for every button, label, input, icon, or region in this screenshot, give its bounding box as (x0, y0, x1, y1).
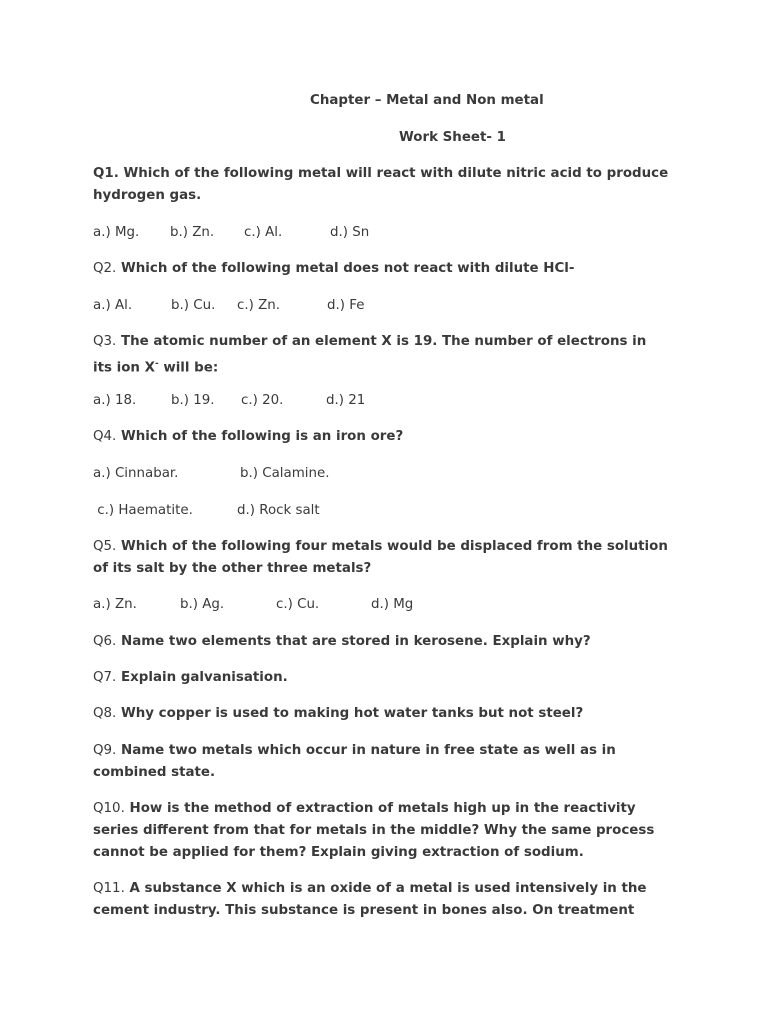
question-9 (93, 740, 683, 784)
option-b: b.) Zn. (170, 225, 215, 240)
question-8 (93, 703, 683, 725)
option-b: b.) Ag. (180, 597, 225, 612)
question-text: cannot be applied for them? Explain giving extraction of sodium. (93, 845, 584, 860)
question-11 (93, 878, 683, 922)
option-d: d.) Rock salt (237, 503, 320, 518)
option-d: d.) Fe (327, 298, 365, 313)
question-5 (93, 536, 683, 580)
option-d: d.) Mg (371, 597, 414, 612)
question-number: Q11. (93, 881, 125, 896)
question-text: Explain galvanisation. (116, 670, 288, 685)
question-7 (93, 667, 683, 689)
option-a: a.) 18. (93, 393, 137, 408)
question-text: hydrogen gas. (93, 188, 202, 203)
question-1 (93, 163, 683, 207)
option-d: d.) Sn (330, 225, 370, 240)
option-a: a.) Mg. (93, 225, 140, 240)
question-number: Q5. (93, 539, 117, 554)
question-number: Q10. (93, 801, 125, 816)
question-number: Q2. (93, 261, 117, 276)
question-text: combined state. (93, 765, 216, 780)
chapter-title: Chapter – Metal and Non metal (310, 93, 544, 108)
question-text: cement industry. This substance is present in bones also. On treatment (93, 903, 635, 918)
question-text: of its salt by the other three metals? (93, 561, 372, 576)
question-text: A substance X which is an oxide of a metal is used intensively in the (124, 881, 647, 896)
worksheet-title: Work Sheet- 1 (399, 130, 506, 145)
question-2 (93, 258, 683, 280)
option-b: b.) Calamine. (240, 466, 330, 481)
question-number: Q1. (93, 166, 119, 181)
option-c: c.) Zn. (237, 298, 281, 313)
question-number: Q7. (93, 670, 117, 685)
option-c: c.) Cu. (276, 597, 320, 612)
question-text: Why copper is used to making hot water tanks but not steel? (116, 706, 584, 721)
option-c: c.) 20. (241, 393, 284, 408)
question-text: Which of the following metal does not react with dilute HCl- (116, 261, 575, 276)
option-d: d.) 21 (326, 393, 366, 408)
option-a: a.) Al. (93, 298, 133, 313)
option-a: a.) Zn. (93, 597, 137, 612)
question-text: Which of the following metal will react with dilute nitric acid to produce (118, 166, 669, 181)
option-b: b.) 19. (171, 393, 215, 408)
question-text: Name two metals which occur in nature in free state as well as in (116, 743, 616, 758)
question-text: Which of the following is an iron ore? (116, 429, 404, 444)
question-text: will be: (158, 360, 219, 376)
superscript-minus: - (154, 359, 159, 369)
question-3 (93, 331, 683, 379)
question-text: Name two elements that are stored in kerosene. Explain why? (116, 634, 591, 649)
question-text: series different from that for metals in the middle? Why the same process (93, 823, 655, 838)
question-text: Which of the following four metals would be displaced from the solution (116, 539, 668, 554)
question-text: How is the method of extraction of metals high up in the reactivity (124, 801, 636, 816)
question-text: The atomic number of an element X is 19. The number of electrons in (116, 334, 647, 349)
question-text: its ion X (93, 360, 155, 376)
question-number: Q9. (93, 743, 117, 758)
question-10 (93, 798, 683, 864)
option-c: c.) Al. (244, 225, 283, 240)
question-number: Q4. (93, 429, 117, 444)
option-b: b.) Cu. (171, 298, 216, 313)
question-number: Q8. (93, 706, 117, 721)
question-number: Q6. (93, 634, 117, 649)
option-c: c.) Haematite. (93, 503, 193, 518)
question-6 (93, 631, 683, 653)
question-4 (93, 426, 683, 448)
question-number: Q3. (93, 334, 117, 349)
option-a: a.) Cinnabar. (93, 466, 179, 481)
